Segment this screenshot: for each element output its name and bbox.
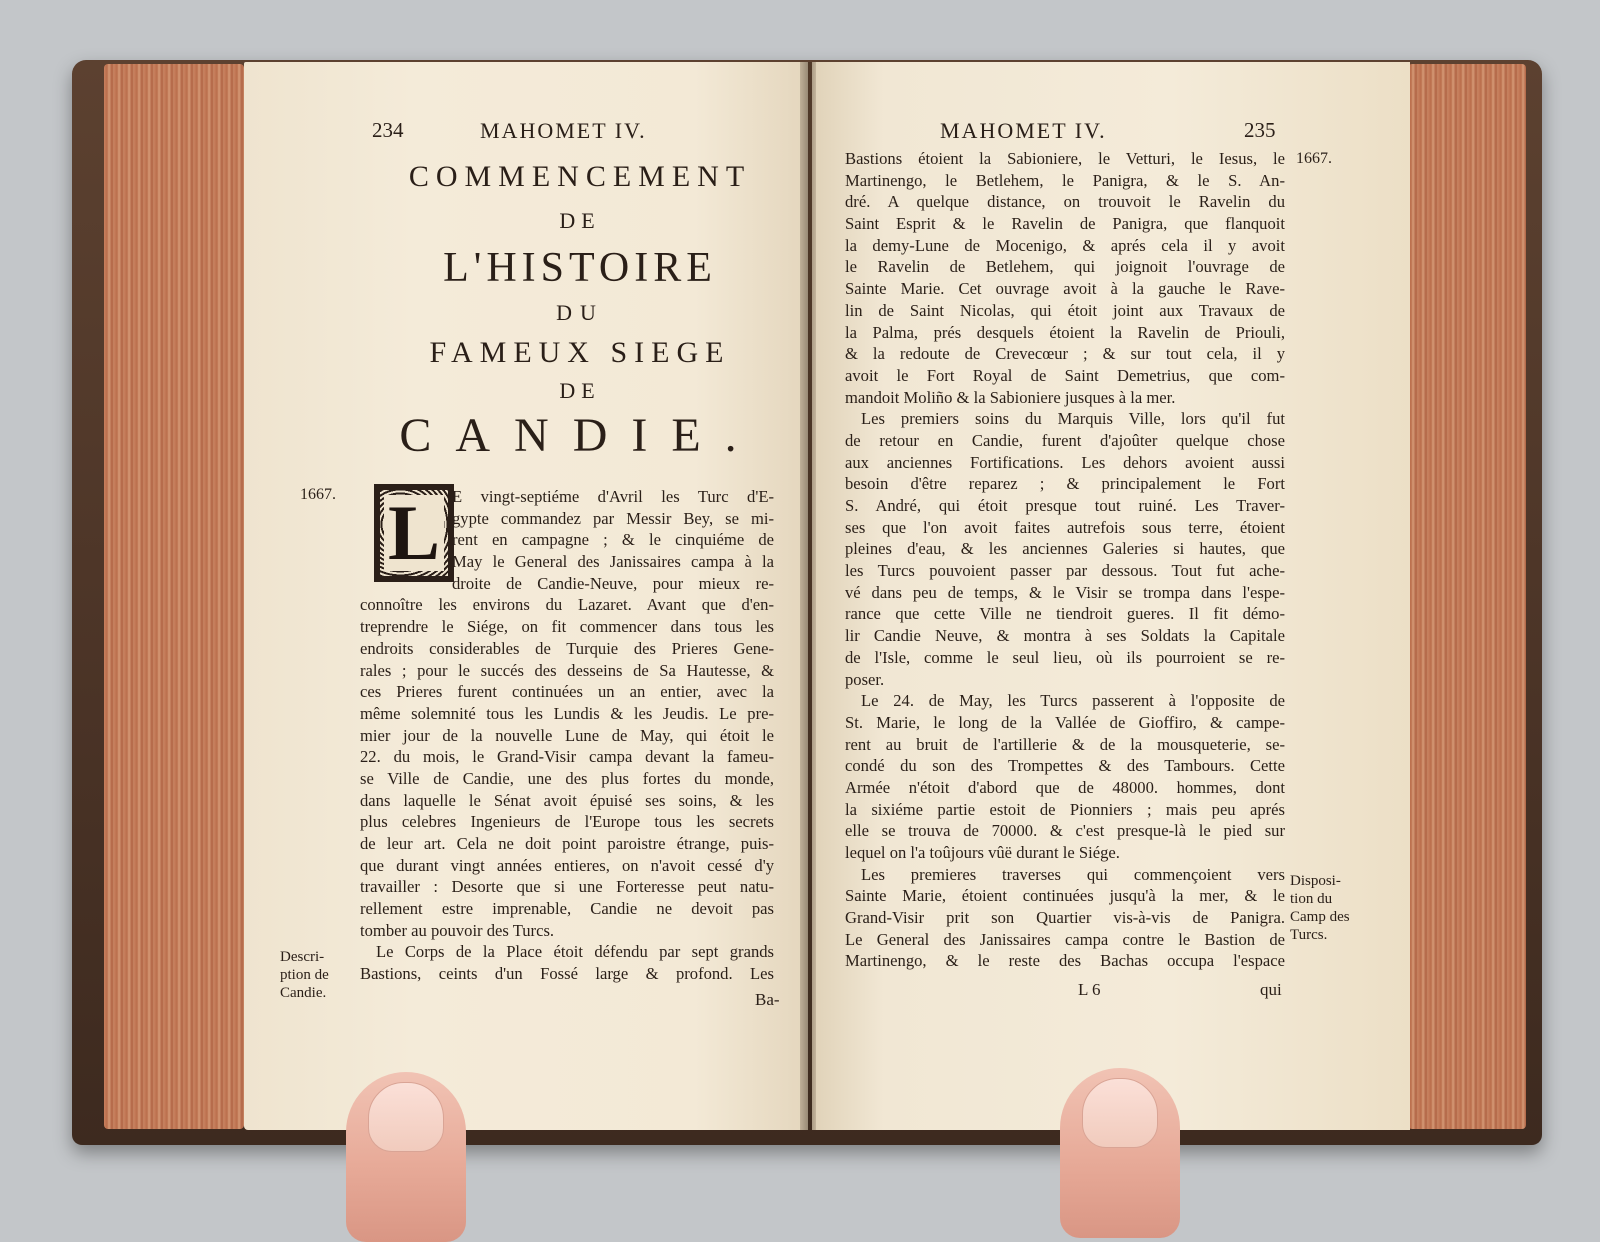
text-line: S. André, qui étoit presque tout ruiné. Les Traver-	[845, 496, 1285, 515]
text-line: rent en campagne ; & le cinquiéme de	[452, 530, 774, 550]
right-margin-note	[1290, 872, 1380, 944]
text-line: dré. A quelque distance, on trouvoit le Ravelin du	[845, 192, 1285, 212]
text-line: St. Marie, le long de la Vallée de Gioffiro, & campe-	[845, 712, 1285, 732]
text-line: lin de Saint Nicolas, qui étoit joint aux Travaux de	[845, 300, 1285, 320]
margin-note-line: Descri-	[280, 949, 325, 965]
text-line: Saint Esprit & le Ravelin de Panigra, que flanquoit	[845, 214, 1285, 234]
text-line: Bastions, ceints d'un Fossé large & profond. Les	[360, 964, 774, 984]
text-line: gypte commandez par Messir Bey, se mi-	[452, 508, 774, 528]
left-running-head: MAHOMET IV.	[480, 118, 647, 143]
right-page-number: 235	[1244, 118, 1276, 142]
text-line: tomber au pouvoir des Turcs.	[360, 920, 555, 940]
text-line: connoître les environs du Lazaret. Avant que d'en-	[360, 595, 774, 615]
text-line: lequel on l'a toûjours vûë durant le Siége.	[845, 843, 1120, 862]
text-line: poser.	[845, 669, 885, 689]
left-thumb	[346, 1072, 466, 1242]
text-line: Martinengo, le Betlehem, le Panigra, & le S. An-	[845, 170, 1285, 190]
text-line: avoit le Fort Royal de Saint Demetrius, que com-	[845, 365, 1285, 385]
text-line: se Ville de Candie, une des plus fortes du monde,	[360, 768, 774, 788]
text-line: & la redoute de Crevecœur ; & sur tout cela, il y	[845, 344, 1285, 364]
margin-note-line: Turcs.	[1290, 927, 1328, 943]
text-line: la Palma, prés desquels étoient la Ravelin de Priouli,	[845, 322, 1285, 342]
text-line: la sixiéme partie estoit de Pionniers ; mais peu aprés	[845, 799, 1285, 819]
left-catchword: Ba-	[755, 990, 780, 1009]
text-line: mandoit Moliño & la Sabioniere jusques à la mer.	[845, 387, 1176, 407]
text-line: rance que cette Ville ne tiendroit gueres. Il fit démo-	[845, 604, 1285, 624]
right-page-edges	[1408, 64, 1526, 1129]
text-line: la demy-Lune de Mocenigo, & aprés cela il y avoit	[845, 235, 1285, 255]
dropcap-letter: L	[384, 495, 444, 571]
text-line: Le Corps de la Place étoit défendu par sept grands	[376, 942, 774, 962]
margin-note-line: Camp des	[1290, 909, 1350, 925]
text-line: Martinengo, & le reste des Bachas occupa l'espace	[845, 951, 1285, 971]
text-line: Armée n'étoit d'abord que de 48000. hommes, dont	[845, 777, 1285, 797]
text-line: endroits considerables de Turquie des Prieres Gene-	[360, 638, 774, 658]
text-line: que durant vingt années entieres, on n'avoit cessé d'y	[360, 855, 774, 875]
title-line-6: DE	[559, 378, 601, 403]
left-thumbnail	[368, 1082, 444, 1152]
text-line: rent au bruit de l'artillerie & de la mousqueterie, se-	[845, 734, 1285, 754]
right-thumb	[1060, 1068, 1180, 1238]
text-line: plus celebres Ingenieurs de l'Europe tous les secrets	[360, 812, 774, 832]
text-line: même solemnité tous les Lundis & les Jeudis. Le pre-	[360, 703, 774, 723]
margin-note-line: Candie.	[280, 985, 327, 1001]
book-gutter	[800, 62, 816, 1130]
text-line: Les premieres traverses qui commençoient vers	[861, 864, 1285, 884]
text-line: condé du son des Trompettes & des Tambours. Cette	[845, 756, 1285, 776]
text-line: dans laquelle le Sénat avoit épuisé ses soins, & les	[360, 790, 774, 810]
text-line: de leur art. Cela ne doit point paroistre étrange, puis-	[360, 834, 774, 853]
text-line: Grand-Visir prit son Quartier vis-à-vis de Panigra.	[845, 908, 1285, 928]
text-line: May le General des Janissaires campa à la	[452, 552, 774, 572]
text-line: pleines d'eau, & les anciennes Galeries si hautes, que	[845, 539, 1285, 559]
left-year-margin: 1667.	[300, 486, 336, 503]
text-line: besoin d'être reparez ; & principalement le Fort	[845, 474, 1285, 494]
left-page-edges	[104, 64, 244, 1129]
left-margin-note	[280, 948, 346, 1002]
title-line-1: COMMENCEMENT	[408, 160, 752, 193]
text-line: E vingt-septiéme d'Avril les Turc d'E-	[452, 487, 774, 506]
text-line: les Turcs pouvoient passer par dessous. Tout fut ache-	[845, 561, 1285, 581]
text-line: mier jour de la nouvelle Lune de May, qui étoit le	[360, 725, 774, 745]
right-thumbnail	[1082, 1078, 1158, 1148]
text-line: droite de Candie-Neuve, pour mieux re-	[452, 573, 774, 593]
text-line: Sainte Marie. Cet ouvrage avoit à la gauche le Rave-	[845, 279, 1285, 299]
margin-note-line: Disposi-	[1290, 873, 1341, 889]
right-body-text	[845, 148, 1285, 972]
title-line-3: L'HISTOIRE	[443, 245, 717, 291]
left-body-text	[360, 486, 774, 985]
text-line: 22. du mois, le Grand-Visir campa devant la fameu-	[360, 747, 774, 767]
text-line: rales ; pour le succés des desseins de Sa Hautesse, &	[360, 660, 774, 680]
right-signature: L 6	[1078, 980, 1101, 999]
title-line-2: DE	[559, 208, 601, 233]
text-line: Le 24. de May, les Turcs passerent à l'opposite de	[861, 691, 1285, 711]
right-year-margin: 1667.	[1296, 150, 1332, 167]
text-line: vé dans peu de temps, & le Visir se trompa dans l'espe-	[845, 582, 1285, 602]
text-line: de retour en Candie, furent d'ajoûter quelque chose	[845, 430, 1285, 450]
text-line: Le General des Janissaires campa contre le Bastion de	[845, 929, 1285, 949]
right-catchword: qui	[1260, 980, 1282, 999]
text-line: aux anciennes Fortifications. Les dehors avoient aussi	[845, 452, 1285, 472]
text-line: ces Prieres furent continuées un an entier, avec la	[360, 682, 774, 702]
left-page-number: 234	[372, 118, 404, 142]
text-line: treprendre le Siége, on fit commencer dans tous les	[360, 617, 774, 637]
margin-note-line: ption de	[280, 967, 329, 983]
title-line-7: CANDIE.	[399, 409, 761, 462]
text-line: Sainte Marie, étoient continuées jusqu'à la mer, & le	[845, 886, 1285, 906]
text-line: lir Candie Neuve, & montra à ses Soldats la Capitale	[845, 626, 1285, 646]
text-line: travailler : Desorte que si une Forteresse peut natu-	[360, 877, 774, 897]
title-line-5: FAMEUX SIEGE	[429, 336, 731, 369]
text-line: Bastions étoient la Sabioniere, le Vetturi, le Iesus, le	[845, 149, 1285, 168]
text-line: le Ravelin de Betlehem, qui joignoit l'ouvrage de	[845, 257, 1285, 277]
text-line: rellement estre imprenable, Candie ne devoit pas	[360, 899, 774, 919]
text-line: de l'Isle, comme le seul lieu, où ils pourroient se re-	[845, 647, 1285, 667]
margin-note-line: tion du	[1290, 891, 1333, 907]
right-running-head: MAHOMET IV.	[940, 118, 1107, 143]
text-line: elle se trouva de 70000. & c'est presque-là le pied sur	[845, 821, 1285, 841]
text-line: Les premiers soins du Marquis Ville, lors qu'il fut	[861, 409, 1285, 429]
title-line-4: DU	[556, 300, 604, 325]
text-line: ses que l'on avoit faites autrefois sous terre, étoient	[845, 517, 1285, 537]
